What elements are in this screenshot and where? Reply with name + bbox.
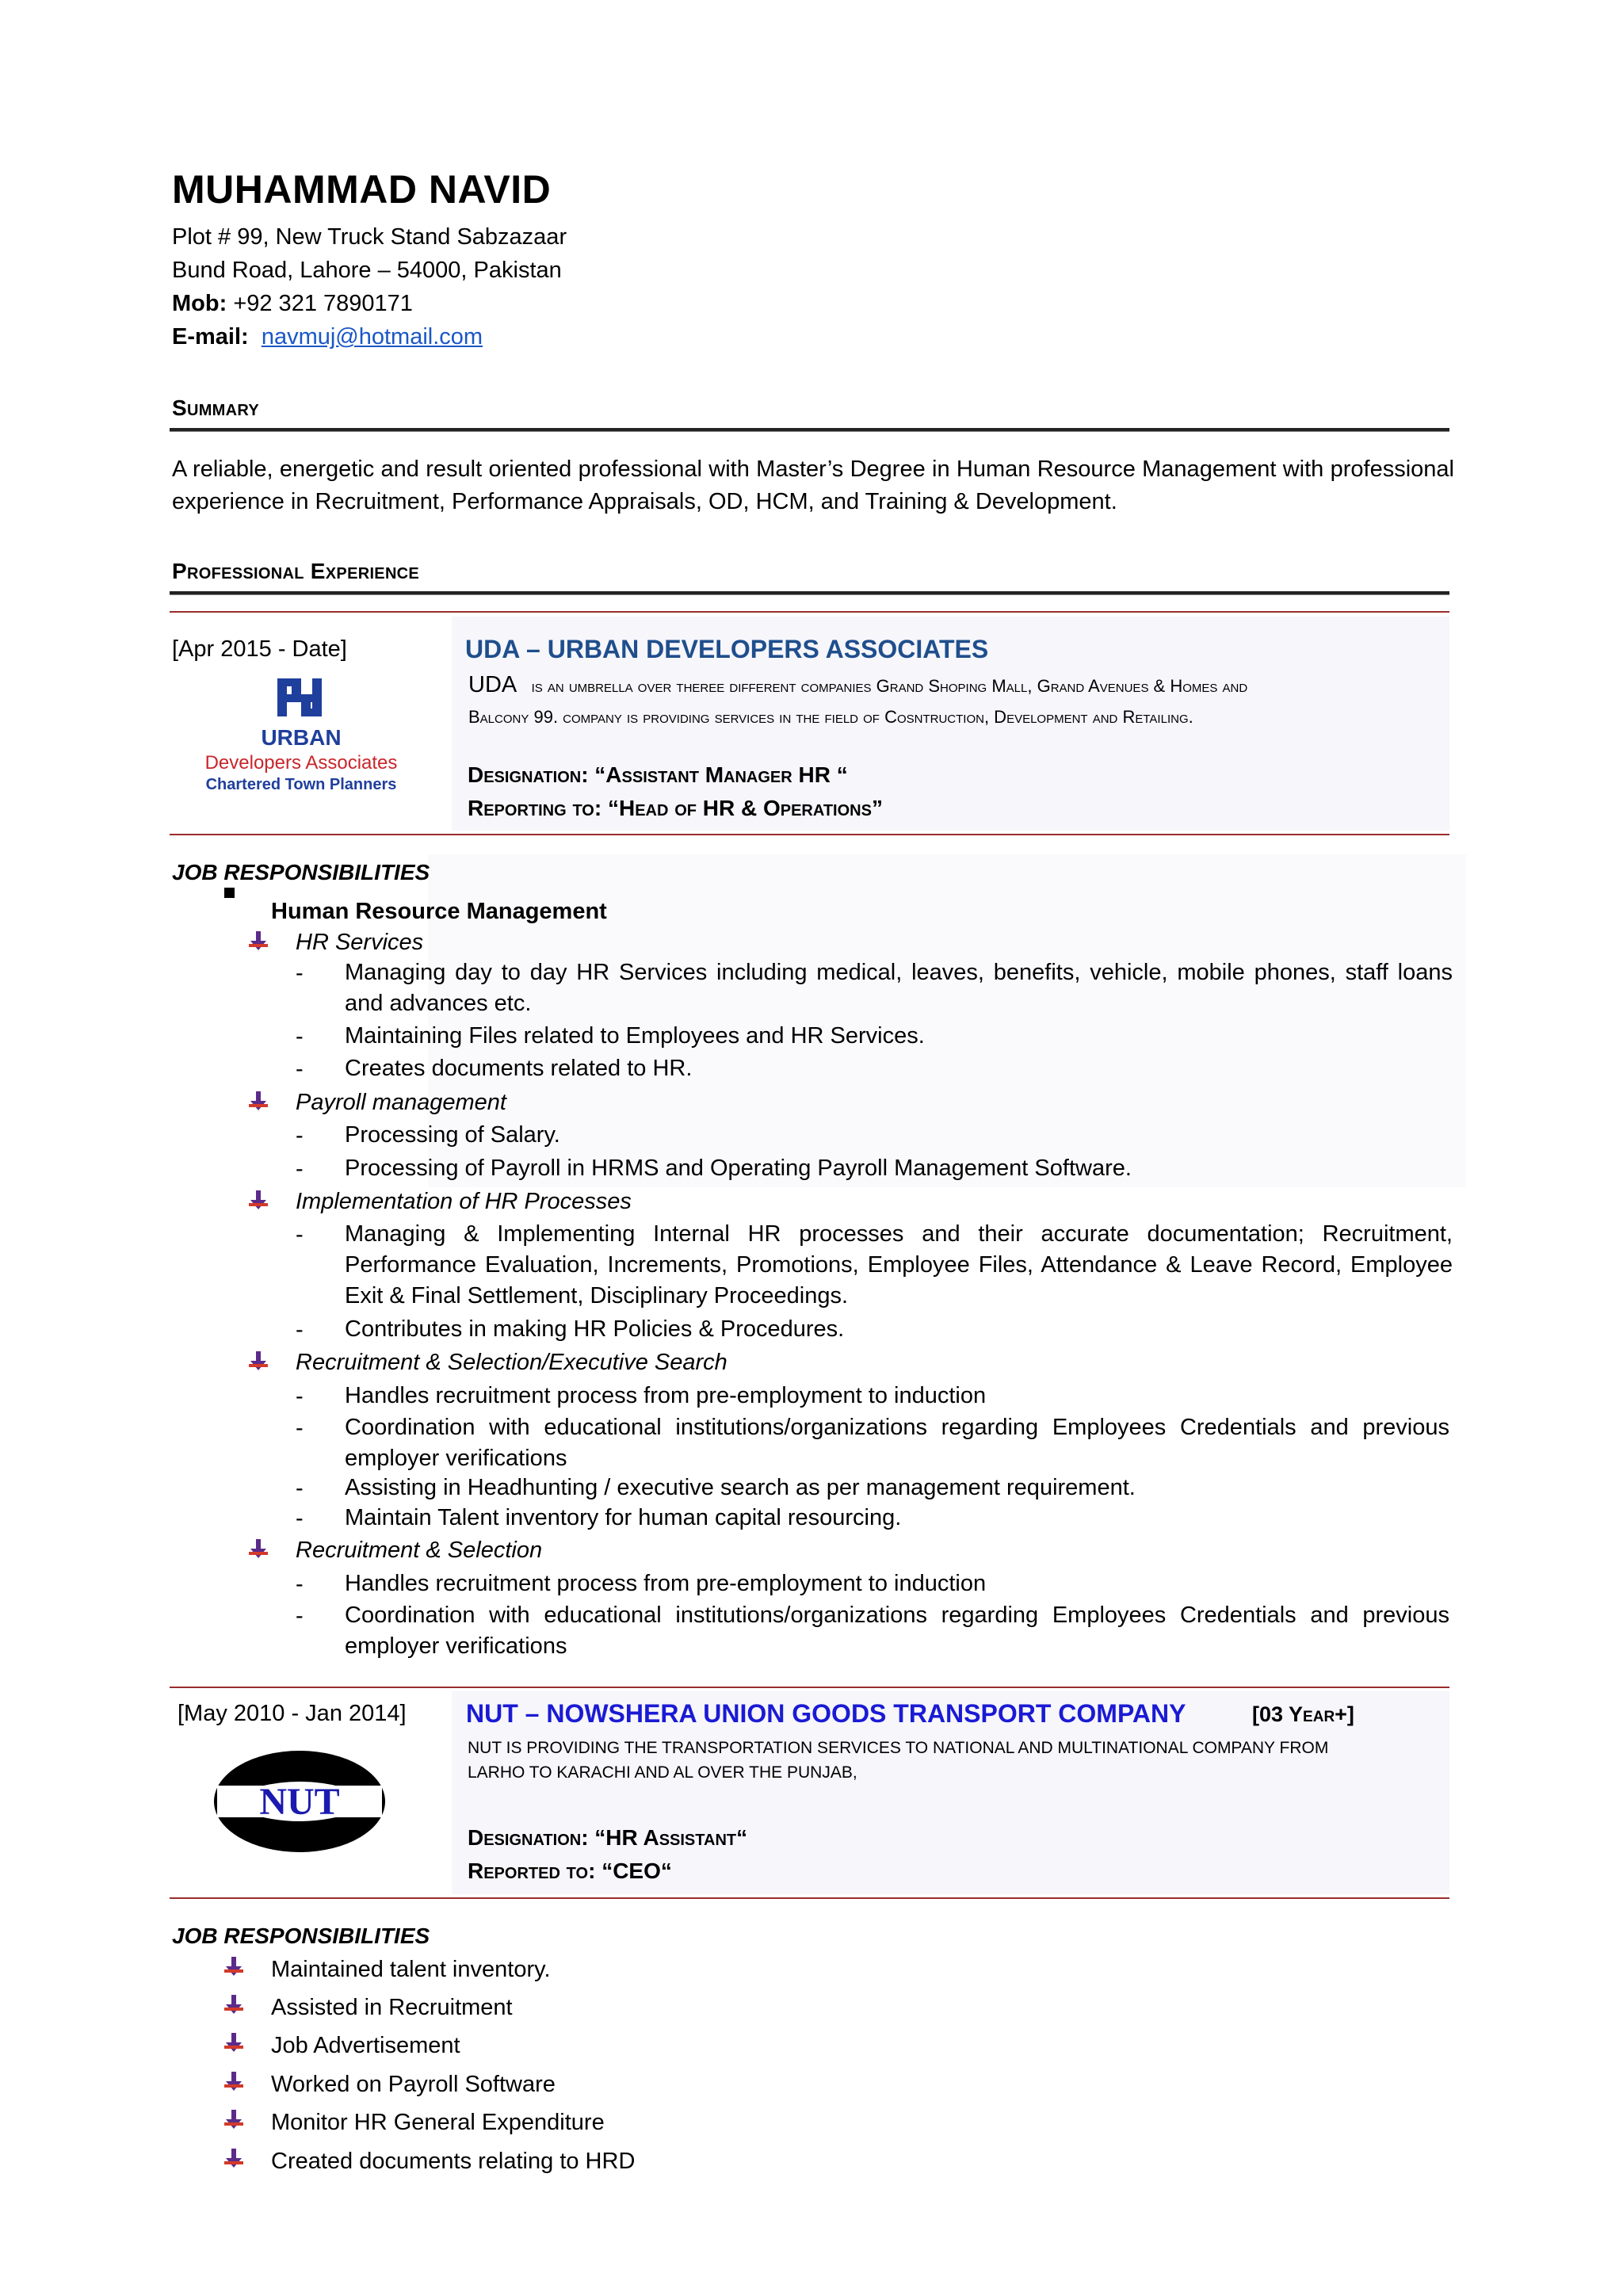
candidate-name: MUHAMMAD NAVID xyxy=(172,167,552,212)
hrm-group-title: Human Resource Management xyxy=(271,899,607,924)
summary-heading: Summary xyxy=(172,395,260,420)
list-item: Coordination with educational institutions/organizations regarding Employees Credentials and previous employer verifications xyxy=(345,1415,1449,1471)
section-title-implementation: Implementation of HR Processes xyxy=(296,1189,632,1214)
job1-desc-lead: UDA xyxy=(468,672,517,697)
list-item: Contributes in making HR Policies & Procedures. xyxy=(345,1316,845,1342)
job1-date: [Apr 2015 - Date] xyxy=(172,636,347,662)
dash-bullet: - xyxy=(296,1317,304,1343)
nut-logo-text: NUT xyxy=(259,1781,340,1823)
job1-top-rule xyxy=(170,611,1449,613)
dash-bullet: - xyxy=(296,1024,304,1049)
job1-desc-text-1: is an umbrella over theree different companies Grand Shoping Mall, Grand Avenues & Homes and xyxy=(531,676,1248,696)
job1-desc-line-1 xyxy=(468,670,1454,701)
section-title-payroll: Payroll management xyxy=(296,1090,506,1115)
list-item: Job Advertisement xyxy=(271,2033,460,2058)
list-item: Created documents relating to HRD xyxy=(271,2149,636,2174)
job2-desc-line-1: NUT IS PROVIDING THE TRANSPORTATION SERVICES TO NATIONAL AND MULTINATIONAL COMPANY FROM xyxy=(468,1739,1329,1757)
dash-bullet: - xyxy=(296,1603,304,1629)
square-bullet-icon xyxy=(224,888,235,898)
summary-text: A reliable, energetic and result oriented professional with Master’s Degree in Human Resource Management with professional experience in Recruitment, Performance Appraisals, OD, HCM, and Training & Development. xyxy=(172,457,1454,514)
dash-bullet: - xyxy=(296,1222,304,1247)
experience-heading: Professional Experience xyxy=(172,559,420,583)
job2-role-block xyxy=(468,1821,747,1888)
mobile-value: +92 321 7890171 xyxy=(233,291,413,316)
dash-bullet: - xyxy=(296,1476,304,1501)
contact-block xyxy=(172,220,567,353)
job1-designation: Designation: “Assistant Manager HR “ xyxy=(468,762,848,787)
job2-resp-heading: JOB RESPONSIBILITIES xyxy=(172,1924,430,1948)
uda-logo-line1: URBAN xyxy=(261,725,342,750)
section-title-recruitment-search: Recruitment & Selection/Executive Search xyxy=(296,1350,727,1375)
address-line-2: Bund Road, Lahore – 54000, Pakistan xyxy=(172,258,562,283)
job2-company: NUT – NOWSHERA UNION GOODS TRANSPORT COMPANY xyxy=(466,1699,1186,1728)
list-item: Assisted in Recruitment xyxy=(271,1995,513,2020)
section-title-recruitment: Recruitment & Selection xyxy=(296,1538,543,1563)
job2-date: [May 2010 - Jan 2014] xyxy=(178,1701,407,1726)
job2-top-rule xyxy=(170,1687,1449,1688)
list-item: Processing of Payroll in HRMS and Operating Payroll Management Software. xyxy=(345,1156,1132,1181)
list-item: Handles recruitment process from pre-employment to induction xyxy=(345,1571,987,1596)
job1-bottom-rule xyxy=(170,834,1449,835)
arrow-bullet-icon xyxy=(222,2031,246,2055)
list-item: Maintain Talent inventory for human capital resourcing. xyxy=(345,1505,902,1530)
list-item: Processing of Salary. xyxy=(345,1122,560,1148)
job1-desc-text-2: Balcony 99. company is providing services in the field of Cosntruction, Development and Retailing. xyxy=(468,707,1193,727)
uda-logo xyxy=(190,678,412,796)
uda-logo-line2: Developers Associates xyxy=(204,752,398,774)
job1-reporting: Reporting to: “Head of HR & Operations” xyxy=(468,796,883,820)
uda-logo-line3: Chartered Town Planners xyxy=(205,776,397,793)
list-item: Managing & Implementing Internal HR processes and their accurate documentation; Recruitment, Performance Evaluation, Increments, Promotions, Employee Files, Attendance & Leave Record, Employee Exit & Final Settlement, Disciplinary Proceedings. xyxy=(345,1221,1453,1308)
arrow-bullet-icon xyxy=(246,1538,270,1561)
job2-reporting: Reported to: “CEO“ xyxy=(468,1859,672,1883)
job2-tenure: [03 Year+] xyxy=(1252,1702,1354,1726)
list-item: Assisting in Headhunting / executive search as per management requirement. xyxy=(345,1475,1136,1500)
arrow-bullet-icon xyxy=(222,1993,246,2017)
list-item: Managing day to day HR Services including medical, leaves, benefits, vehicle, mobile phones, staff loans and advances etc. xyxy=(345,960,1453,1016)
job2-bottom-rule xyxy=(170,1897,1449,1899)
list-item: Handles recruitment process from pre-employment to induction xyxy=(345,1383,987,1408)
list-item: Creates documents related to HR. xyxy=(345,1056,693,1081)
dash-bullet: - xyxy=(296,1415,304,1441)
job2-description xyxy=(468,1736,1453,1785)
arrow-bullet-icon xyxy=(222,2108,246,2132)
job2-desc-line-2: LARHO TO KARACHI AND AL OVER THE PUNJAB, xyxy=(468,1763,857,1782)
nut-logo xyxy=(212,1748,387,1855)
job1-company: UDA – URBAN DEVELOPERS ASSOCIATES xyxy=(465,635,989,663)
dash-bullet: - xyxy=(296,961,304,986)
list-item: Monitor HR General Expenditure xyxy=(271,2110,605,2135)
experience-rule xyxy=(170,591,1449,595)
dash-bullet: - xyxy=(296,1506,304,1531)
mobile-label: Mob: xyxy=(172,291,227,316)
section-title-hr-services: HR Services xyxy=(296,930,424,955)
mobile-line xyxy=(172,287,567,320)
summary-rule xyxy=(170,428,1449,432)
email-line xyxy=(172,320,567,353)
job1-description xyxy=(468,670,1454,732)
dash-bullet: - xyxy=(296,1056,304,1082)
list-item: Worked on Payroll Software xyxy=(271,2072,556,2097)
arrow-bullet-icon xyxy=(246,930,270,953)
dash-bullet: - xyxy=(296,1572,304,1597)
arrow-bullet-icon xyxy=(246,1350,270,1373)
arrow-bullet-icon xyxy=(222,2147,246,2171)
arrow-bullet-icon xyxy=(222,1955,246,1979)
email-link[interactable]: navmuj@hotmail.com xyxy=(261,324,483,350)
arrow-bullet-icon xyxy=(222,2070,246,2094)
dash-bullet: - xyxy=(296,1156,304,1182)
list-item: Coordination with educational institutions/organizations regarding Employees Credentials and previous employer verifications xyxy=(345,1603,1449,1659)
address-line-1: Plot # 99, New Truck Stand Sabzazaar xyxy=(172,224,567,250)
email-label: E-mail: xyxy=(172,324,249,350)
list-item: Maintaining Files related to Employees and HR Services. xyxy=(345,1023,925,1049)
arrow-bullet-icon xyxy=(246,1090,270,1114)
arrow-bullet-icon xyxy=(246,1189,270,1213)
job1-role-block xyxy=(468,758,883,825)
dash-bullet: - xyxy=(296,1384,304,1409)
job1-resp-heading: JOB RESPONSIBILITIES xyxy=(172,860,430,884)
uda-swastika-icon xyxy=(277,678,322,716)
list-item: Maintained talent inventory. xyxy=(271,1957,551,1982)
job2-designation: Designation: “HR Assistant“ xyxy=(468,1825,748,1850)
dash-bullet: - xyxy=(296,1123,304,1148)
